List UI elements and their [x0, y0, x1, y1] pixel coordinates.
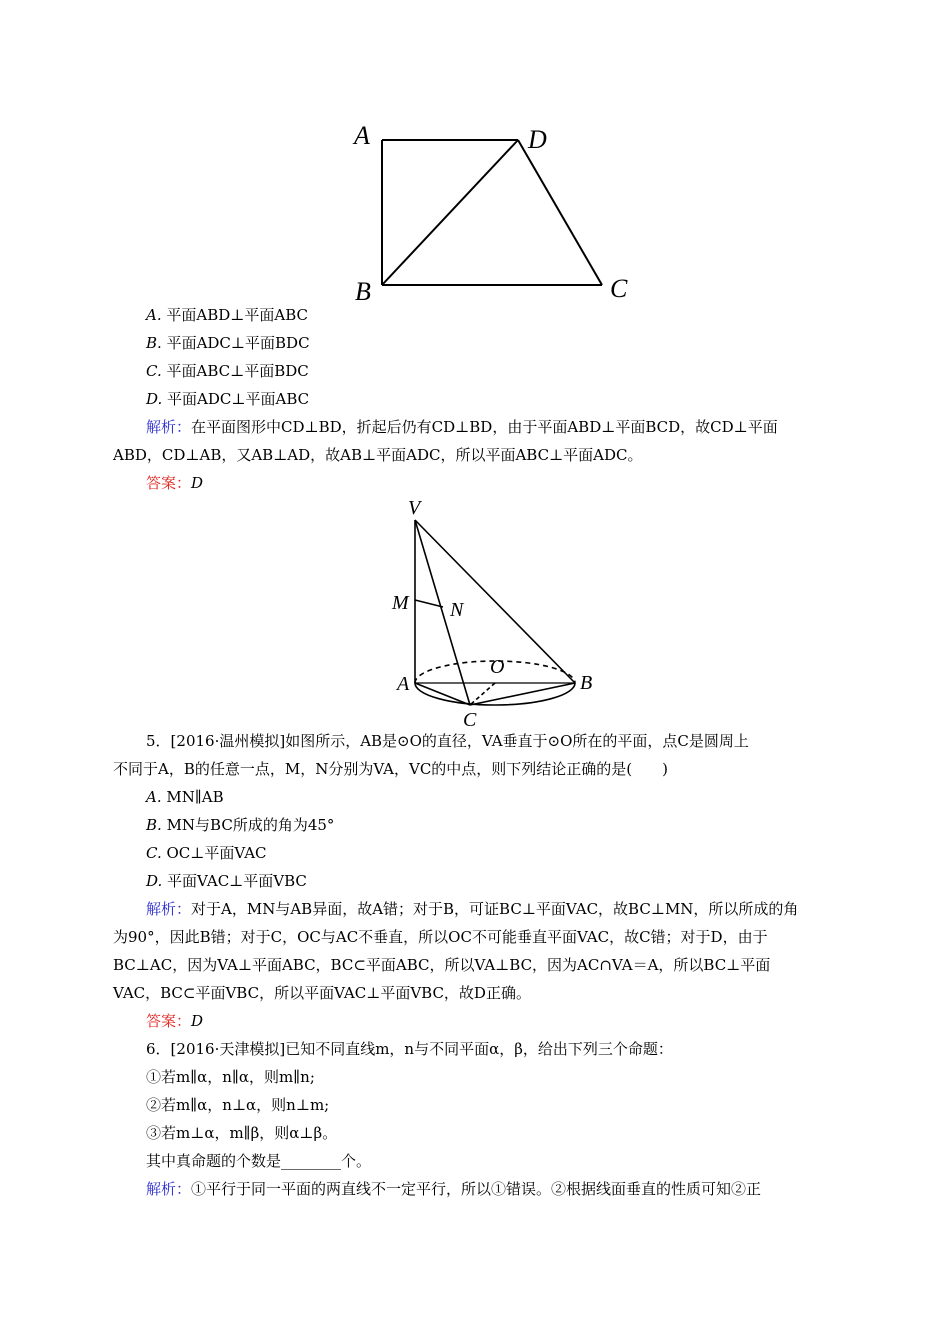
- q6-analysis-line1: 解析：①平行于同一平面的两直线不一定平行，所以①错误。②根据线面垂直的性质可知②正: [146, 1180, 762, 1198]
- q5-analysis-line4: VAC，BC⊂平面VBC，所以平面VAC⊥平面VBC，故D正确。: [113, 984, 531, 1002]
- label-b: B: [355, 277, 371, 306]
- q5-option-d: D. 平面VAC⊥平面VBC: [146, 872, 307, 890]
- q6-question: 其中真命题的个数是________个。: [146, 1152, 372, 1170]
- label-n: N: [450, 599, 464, 621]
- q6-prop-3: ③若m⊥α，m∥β，则α⊥β。: [146, 1124, 338, 1142]
- q5-option-a: A. MN∥AB: [146, 788, 224, 806]
- q4-option-a: A. 平面ABD⊥平面ABC: [146, 306, 308, 324]
- q4-answer: 答案：D: [146, 474, 204, 492]
- q5-analysis-line2: 为90°，因此B错；对于C，OC与AC不垂直，所以OC不可能垂直平面VAC，故C错；对于D，由于: [113, 928, 768, 946]
- q5-stem-line2: 不同于A，B的任意一点，M，N分别为VA，VC的中点，则下列结论正确的是( ): [113, 760, 669, 778]
- q5-analysis-line3: BC⊥AC，因为VA⊥平面ABC，BC⊂平面ABC，所以VA⊥BC，因为AC∩VA＝A，所以BC⊥平面: [113, 956, 771, 974]
- label-m: M: [392, 592, 409, 614]
- label-c: C: [610, 274, 628, 303]
- q5-option-b: B. MN与BC所成的角为45°: [146, 816, 335, 834]
- analysis-label: 解析：: [146, 1180, 192, 1198]
- analysis-label: 解析：: [146, 418, 192, 436]
- q5-stem-line1: 5．[2016·温州模拟]如图所示，AB是⊙O的直径，VA垂直于⊙O所在的平面，点C是圆周上: [146, 732, 749, 750]
- q4-analysis-line1: 解析：在平面图形中CD⊥BD，折起后仍有CD⊥BD，由于平面ABD⊥平面BCD，故CD⊥平面: [146, 418, 778, 436]
- label-b2: B: [580, 672, 593, 694]
- answer-label: 答案：: [146, 1012, 192, 1030]
- label-v: V: [408, 497, 421, 519]
- label-a: A: [354, 121, 370, 150]
- analysis-label: 解析：: [146, 900, 192, 918]
- answer-label: 答案：: [146, 474, 192, 492]
- label-a2: A: [397, 673, 410, 695]
- label-d: D: [528, 125, 547, 154]
- q6-stem: 6．[2016·天津模拟]已知不同直线m，n与不同平面α，β，给出下列三个命题：: [146, 1040, 673, 1058]
- label-o: O: [490, 656, 505, 678]
- q4-option-c: C. 平面ABC⊥平面BDC: [146, 362, 309, 380]
- label-c2: C: [463, 709, 477, 731]
- q6-prop-1: ①若m∥α，n∥α，则m∥n;: [146, 1068, 315, 1086]
- q6-prop-2: ②若m∥α，n⊥α，则n⊥m;: [146, 1096, 330, 1114]
- q4-option-b: B. 平面ADC⊥平面BDC: [146, 334, 310, 352]
- edge-ac: [415, 683, 470, 705]
- edge-bc: [470, 683, 575, 705]
- q4-option-d: D. 平面ADC⊥平面ABC: [146, 390, 310, 408]
- q4-analysis-line2: ABD，CD⊥AB，又AB⊥AD，故AB⊥平面ADC，所以平面ABC⊥平面ADC。: [113, 446, 643, 464]
- circle-front-arc: [415, 683, 575, 705]
- q5-option-c: C. OC⊥平面VAC: [146, 844, 267, 862]
- q5-analysis-line1: 解析：对于A，MN与AB异面，故A错；对于B，可证BC⊥平面VAC，故BC⊥MN，所以所成的角: [146, 900, 799, 918]
- q5-answer: 答案：D: [146, 1012, 204, 1030]
